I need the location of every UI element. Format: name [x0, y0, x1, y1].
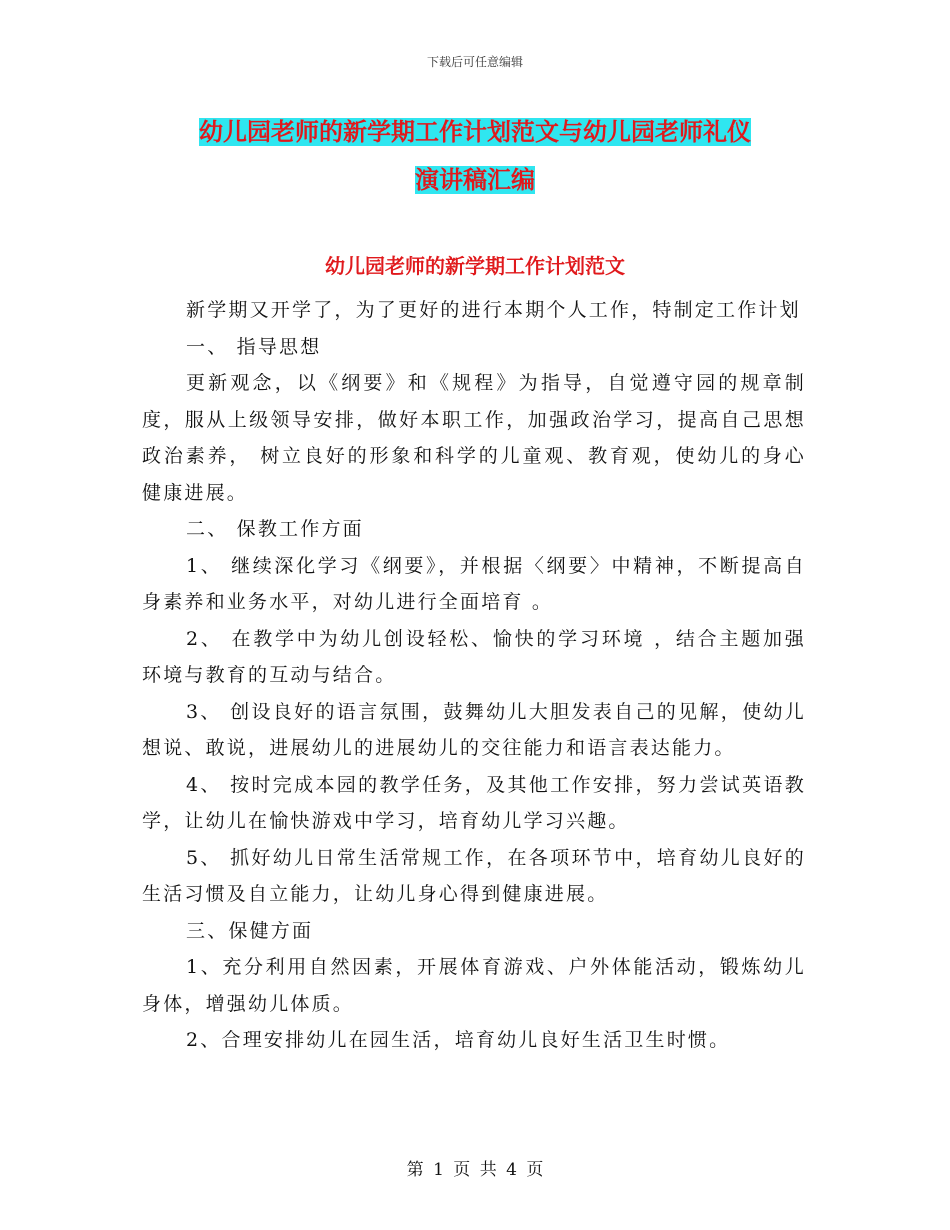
- paragraph-teaching-4: 4、 按时完成本园的教学任务，及其他工作安排，努力尝试英语教学，让幼儿在愉快游戏中学习，培育幼儿学习兴趣。: [142, 773, 806, 832]
- header-note: 下载后可任意编辑: [426, 55, 523, 69]
- paragraph-health-2: 2、合理安排幼儿在园生活，培育幼儿良好生活卫生时惯。: [186, 1029, 731, 1051]
- heading-guiding-thought: 一、 指导思想: [186, 335, 322, 358]
- paragraph-teaching-3: 3、 创设良好的语言氛围，鼓舞幼儿大胆发表自己的见解，使幼儿想说、敢说，进展幼儿的进展幼儿的交往能力和语言表达能力。: [142, 700, 806, 759]
- document-title: [140, 108, 810, 204]
- heading-health: 三、保健方面: [186, 919, 314, 942]
- paragraph-teaching-2: 2、 在教学中为幼儿创设轻松、愉快的学习环境 ，结合主题加强环境与教育的互动与结合。: [142, 627, 806, 686]
- heading-teaching-work: 二、 保教工作方面: [186, 518, 364, 540]
- page-footer: 第 1 页 共 4 页: [406, 1160, 544, 1180]
- document-body: [142, 292, 806, 1059]
- paragraph-teaching-1: 1、 继续深化学习《纲要》，并根据〈纲要〉中精神，不断提高自身素养和业务水平，对幼儿进行全面培育 。: [142, 554, 806, 613]
- document-title-line1: 幼儿园老师的新学期工作计划范文与幼儿园老师礼仪: [199, 118, 751, 146]
- section-title: 幼儿园老师的新学期工作计划范文: [325, 254, 625, 278]
- paragraph-guiding-thought: 更新观念，以《纲要》和《规程》为指导，自觉遵守园的规章制度，服从上级领导安排，做好本职工作，加强政治学习，提高自己思想政治素养， 树立良好的形象和科学的儿童观、教育观，使幼儿的身心健康进展。: [142, 372, 806, 504]
- document-title-line2: 演讲稿汇编: [415, 166, 535, 194]
- paragraph-intro: 新学期又开学了，为了更好的进行本期个人工作，特制定工作计划: [186, 299, 801, 321]
- paragraph-teaching-5: 5、 抓好幼儿日常生活常规工作，在各项环节中，培育幼儿良好的生活习惯及自立能力，让幼儿身心得到健康进展。: [142, 846, 806, 905]
- paragraph-health-1: 1、充分利用自然因素，开展体育游戏、户外体能活动，锻炼幼儿身体，增强幼儿体质。: [142, 956, 806, 1015]
